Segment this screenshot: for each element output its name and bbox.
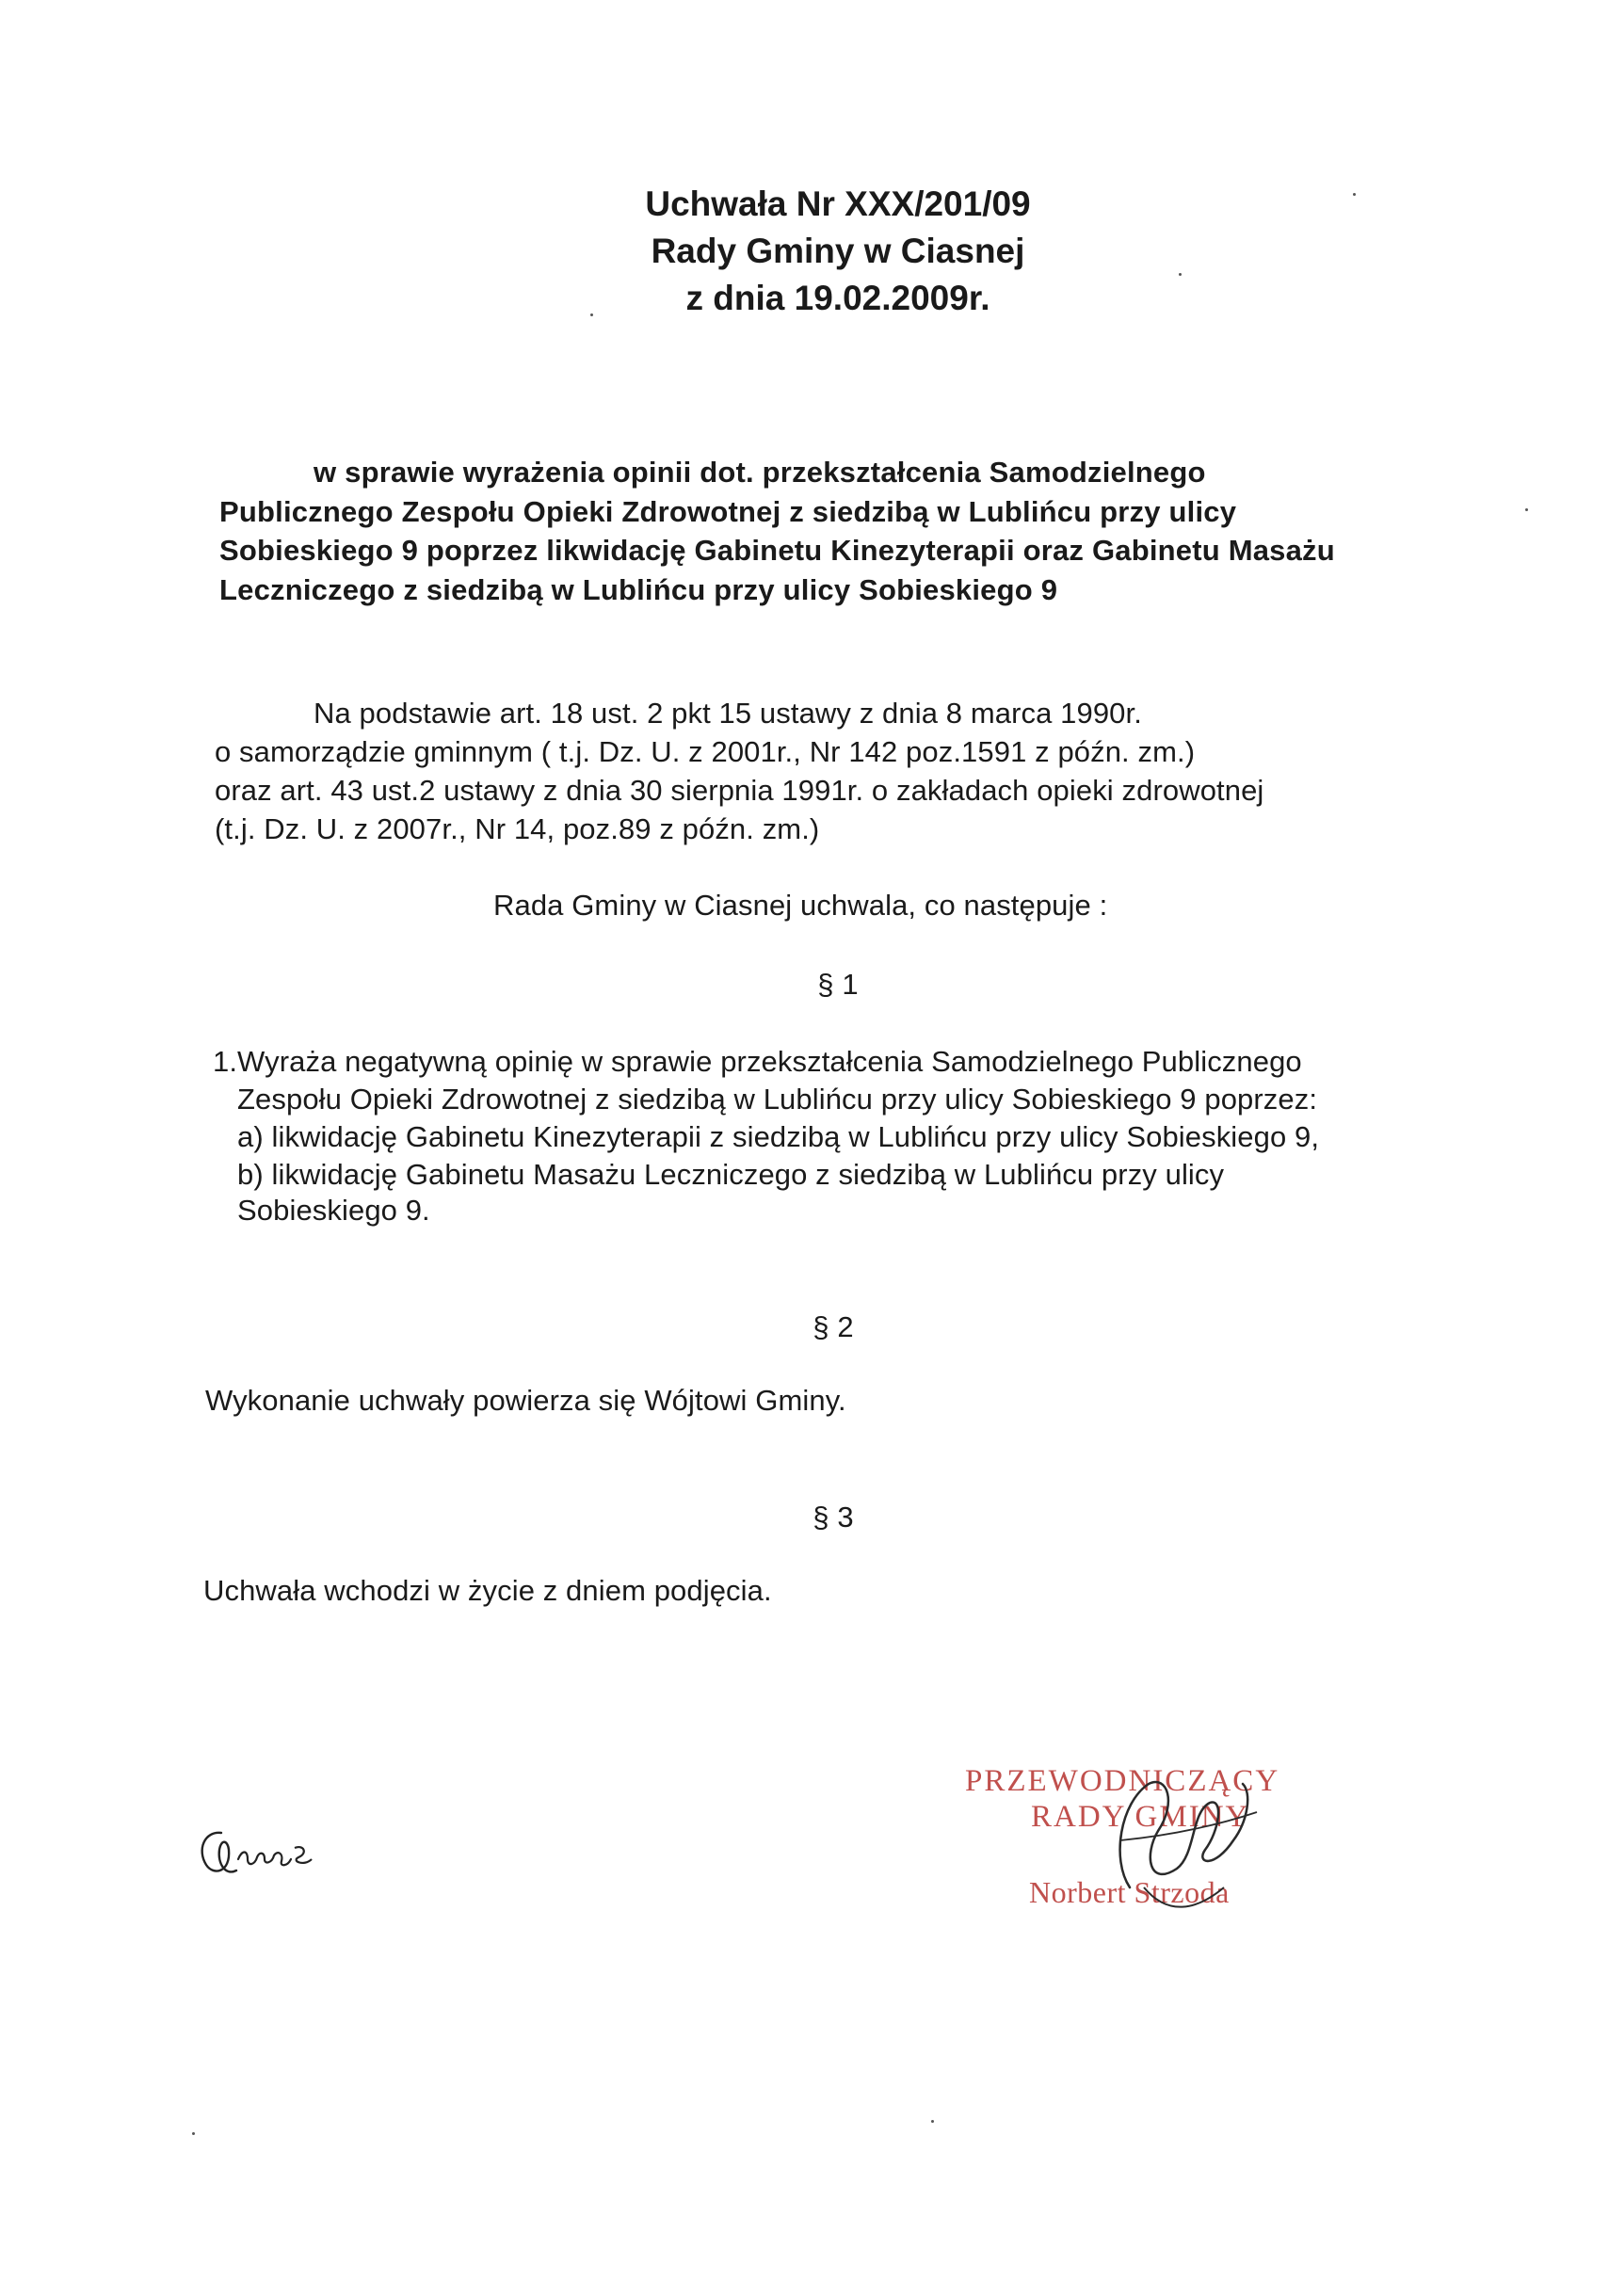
stamp-chairman-name: Norbert Strzoda [1029,1875,1230,1909]
subject-line-2: Publicznego Zespołu Opieki Zdrowotnej z siedzibą w Lublińcu przy ulicy [219,495,1237,528]
scan-speck [931,2120,934,2123]
scan-speck [1179,273,1182,276]
section-1-item-b-cont: Sobieskiego 9. [237,1194,430,1227]
basis-line-3: oraz art. 43 ust.2 ustawy z dnia 30 sierpnia 1991r. o zakładach opieki zdrowotnej [215,774,1264,807]
section-3-heading: § 3 [813,1501,854,1533]
scan-speck [590,313,593,316]
initials-signature [193,1822,325,1887]
resolution-number: Uchwała Nr XXX/201/09 [645,185,1031,223]
resolves-clause: Rada Gminy w Ciasnej uchwala, co następuje : [493,889,1108,922]
stamp-title: PRZEWODNICZĄCY [965,1764,1280,1798]
section-1-line-2: Zespołu Opieki Zdrowotnej z siedzibą w Lublińcu przy ulicy Sobieskiego 9 poprzez: [237,1083,1318,1116]
section-1-heading: § 1 [817,968,859,1001]
section-2-heading: § 2 [813,1310,854,1343]
basis-line-1: Na podstawie art. 18 ust. 2 pkt 15 ustawy z dnia 8 marca 1990r. [314,697,1142,730]
section-1-item-b: b) likwidację Gabinetu Masażu Leczniczego z siedzibą w Lublińcu przy ulicy [237,1158,1225,1191]
scan-speck [192,2132,195,2135]
section-1-item-a: a) likwidację Gabinetu Kinezyterapii z siedzibą w Lublińcu przy ulicy Sobieskiego 9, [237,1120,1320,1153]
subject-line-4: Leczniczego z siedzibą w Lublińcu przy ulicy Sobieskiego 9 [219,573,1058,606]
resolution-date: z dnia 19.02.2009r. [685,279,990,317]
subject-line-3: Sobieskiego 9 poprzez likwidację Gabinetu Kinezyterapii oraz Gabinetu Masażu [219,534,1335,567]
scan-speck [1525,508,1528,511]
basis-line-4: (t.j. Dz. U. z 2007r., Nr 14, poz.89 z późn. zm.) [215,812,820,845]
chairman-signature [1092,1746,1280,1935]
scan-speck [1353,193,1356,196]
section-3-text: Uchwała wchodzi w życie z dniem podjęcia. [203,1574,772,1607]
basis-line-2: o samorządzie gminnym ( t.j. Dz. U. z 2001r., Nr 142 poz.1591 z późn. zm.) [215,735,1196,768]
stamp-council: RADY GMINY [1031,1800,1250,1834]
council-name: Rady Gminy w Ciasnej [651,232,1025,270]
section-1-line-1: 1.Wyraża negatywną opinię w sprawie przekształcenia Samodzielnego Publicznego [213,1045,1302,1078]
subject-line-1: w sprawie wyrażenia opinii dot. przekształcenia Samodzielnego [314,456,1206,489]
section-2-text: Wykonanie uchwały powierza się Wójtowi Gminy. [205,1384,846,1417]
